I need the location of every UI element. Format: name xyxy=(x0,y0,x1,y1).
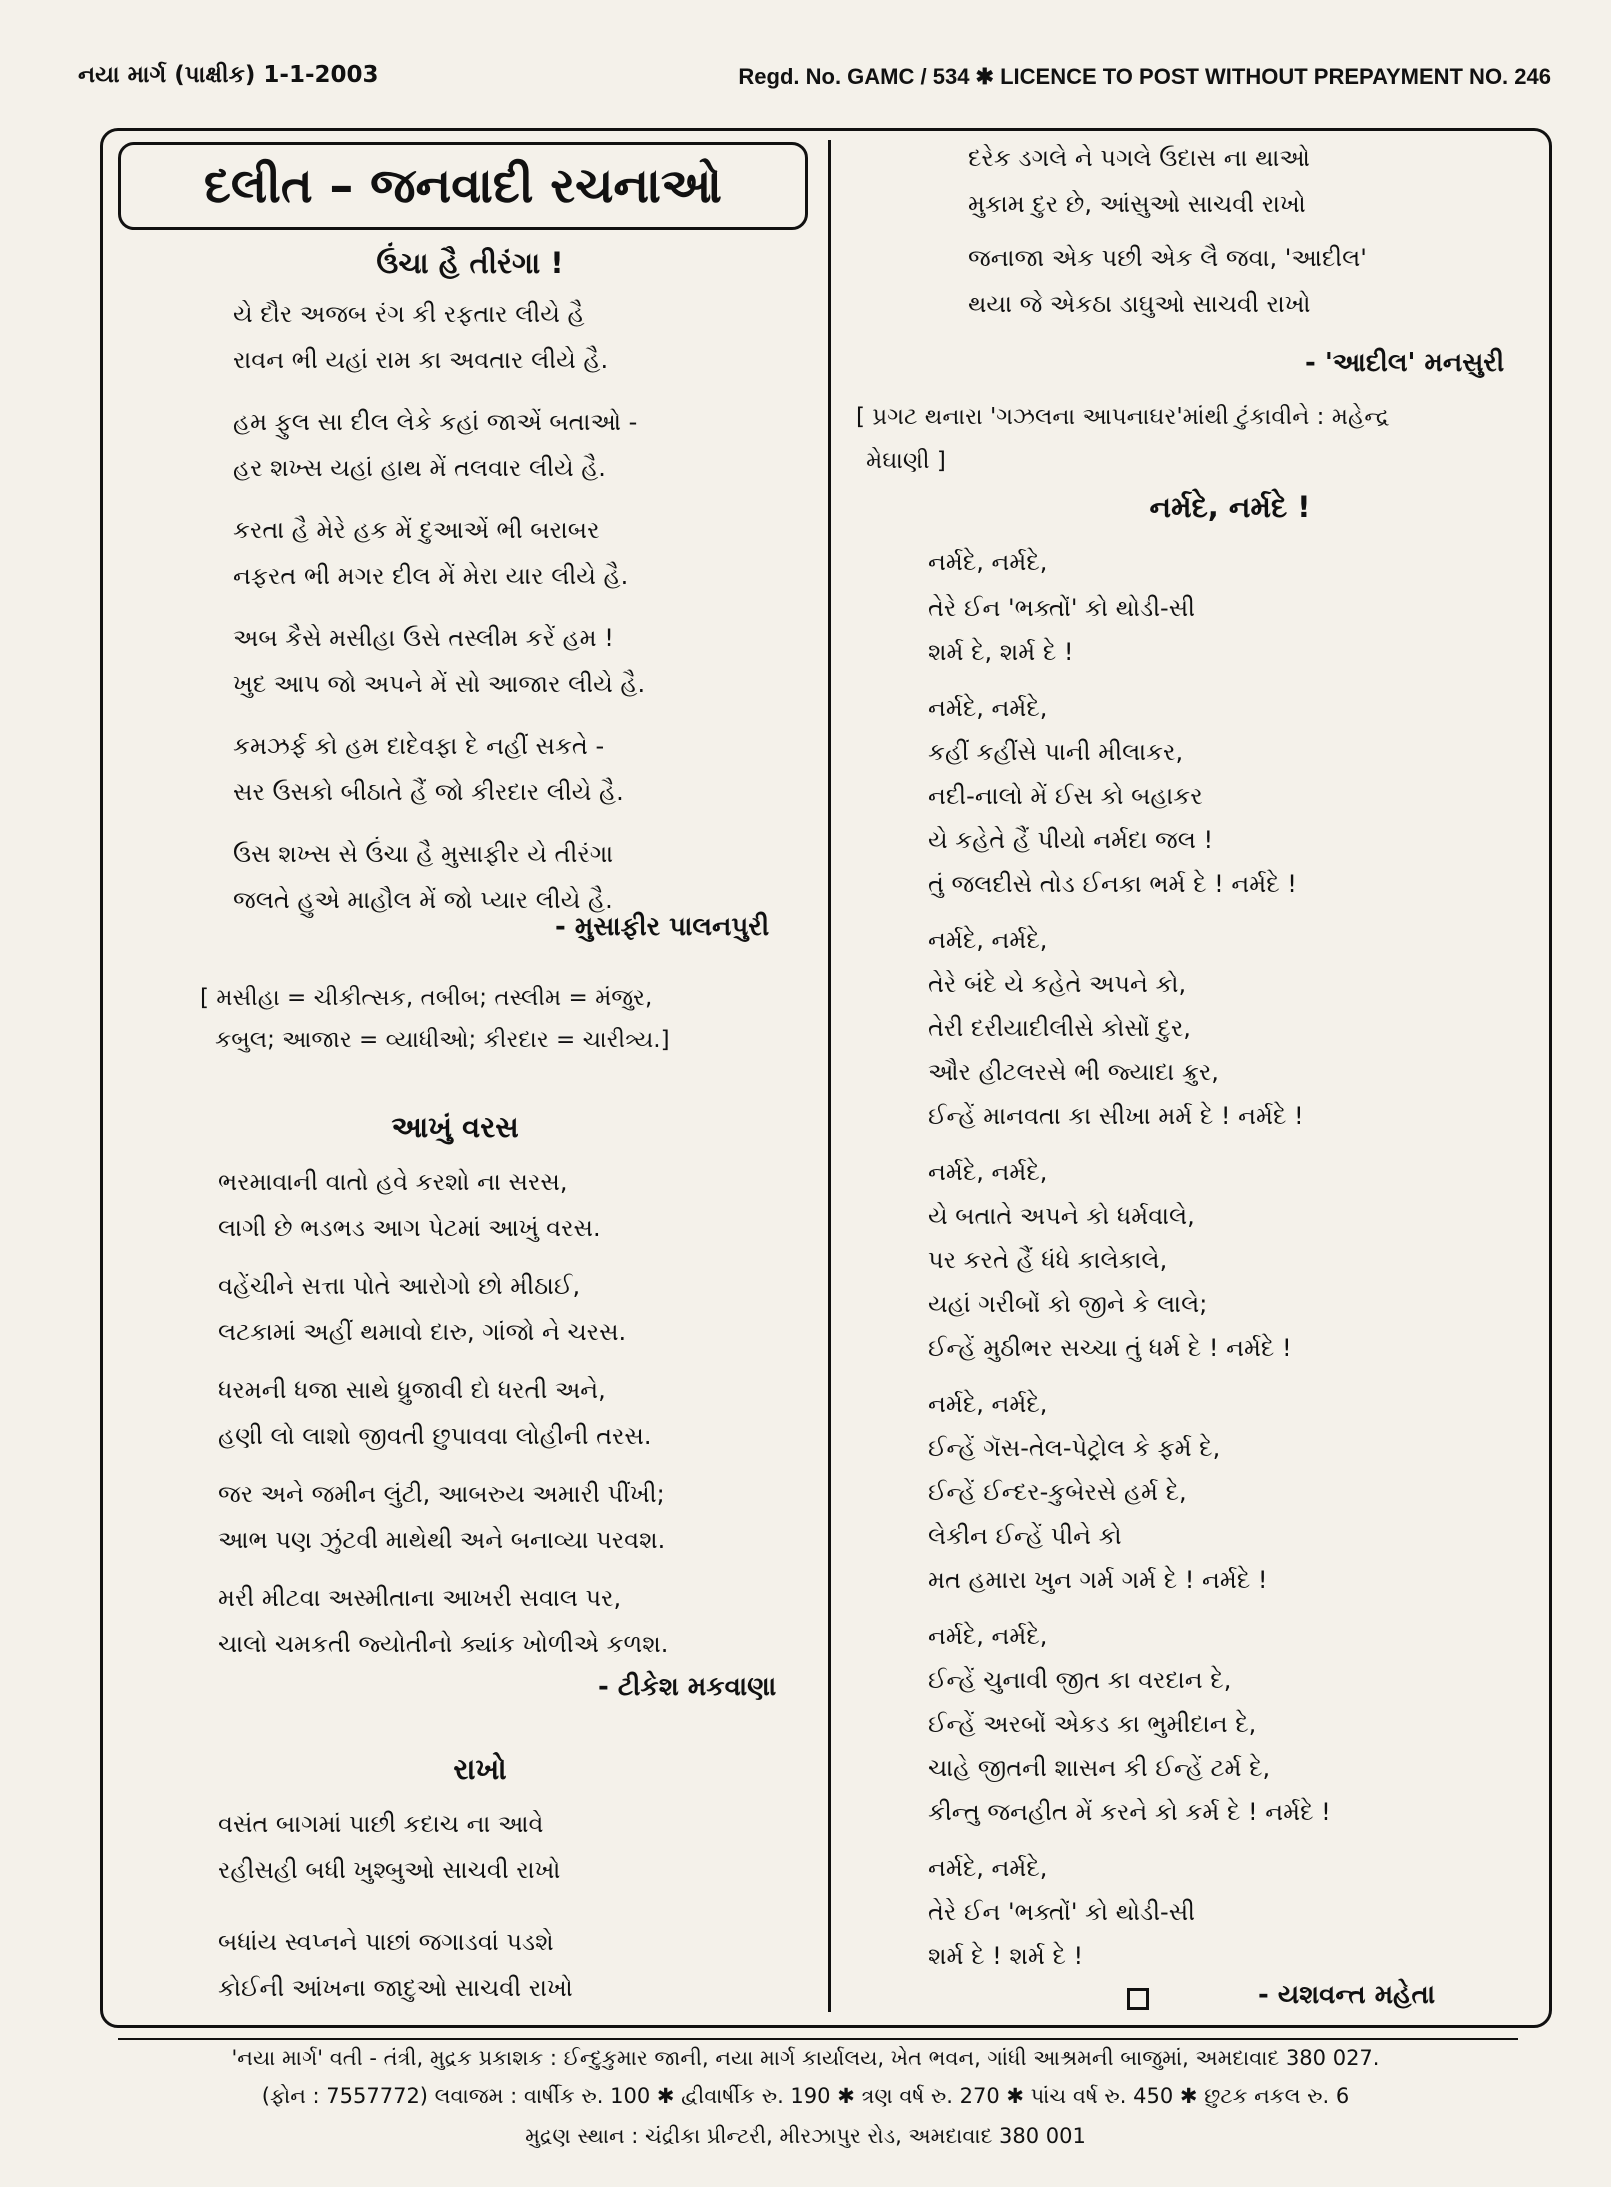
poem3-source-note: મેઘાણી ] xyxy=(866,448,946,474)
poem4-line: તેરી દરીયાદીલીસે કોસોં દુર, xyxy=(928,1014,1191,1042)
column-divider xyxy=(828,140,831,2012)
poem1-glossary: [ મસીહા = ચીકીત્સક, તબીબ; તસ્લીમ = મંજુર, xyxy=(200,985,653,1011)
poem2-author: - ટીકેશ મકવાણા xyxy=(598,1672,777,1702)
poem4-line: તેરે ઈન 'ભક્તોં' કો થોડી-સી xyxy=(928,594,1196,622)
poem4-line: મત હમારા ખુન ગર્મ ગર્મ દે ! નર્મદે ! xyxy=(928,1566,1268,1594)
poem2-line: જર અને જમીન લુંટી, આબરુય અમારી પીંખી; xyxy=(218,1480,665,1508)
poem4-line: કહીં કહીંસે પાની મીલાકર, xyxy=(928,738,1184,766)
poem3-title: રાખો xyxy=(453,1752,507,1786)
poem1-line: હર શખ્સ યહાં હાથ મેં તલવાર લીયે હૈ. xyxy=(233,454,606,482)
poem3-line: રહીસહી બધી ખુશ્બુઓ સાચવી રાખો xyxy=(218,1856,561,1884)
section-title: દલીત – જનવાદી રચનાઓ xyxy=(118,142,808,230)
poem4-line: તું જલદીસે તોડ ઈનકા ભર્મ દે ! નર્મદે ! xyxy=(928,870,1297,898)
poem2-line: હણી લો લાશો જીવતી છુપાવવા લોહીની તરસ. xyxy=(218,1422,652,1450)
poem4-line: નર્મદે, નર્મદે, xyxy=(928,926,1048,954)
footer-publisher: 'નયા માર્ગ' વતી - તંત્રી, મુદ્રક પ્રકાશક : ઈન્દુકુમાર જાની, નયા માર્ગ કાર્યાલય, ખેત ભવન, ગાંધી આશ્રમની બાજુમાં, અમદાવાદ 380 027. xyxy=(231,2046,1380,2070)
poem1-line: હમ ફુલ સા દીલ લેકે કહાં જાએં બતાઓ - xyxy=(233,408,638,436)
poem2-line: આભ પણ ઝુંટવી માથેથી અને બનાવ્યા પરવશ. xyxy=(218,1526,666,1554)
poem2-line: મરી મીટવા અસ્મીતાના આખરી સવાલ પર, xyxy=(218,1584,622,1612)
poem4-line: શર્મ દે ! શર્મ દે ! xyxy=(928,1942,1084,1970)
poem4-line: ઈન્હેં ઈન્દર-કુબેરસે હર્મ દે, xyxy=(928,1478,1187,1506)
poem1-line: ઉસ શખ્સ સે ઉંચા હૈ મુસાફીર યે તીરંગા xyxy=(233,840,614,868)
poem4-line: શર્મ દે, શર્મ દે ! xyxy=(928,638,1074,666)
poem4-line: નર્મદે, નર્મદે, xyxy=(928,1854,1048,1882)
issue-header: નયા માર્ગ (પાક્ષીક) 1-1-2003 xyxy=(78,62,379,88)
poem4-line: તેરે બંદે યે કહેતે અપને કો, xyxy=(928,970,1187,998)
poem4-line: નર્મદે, નર્મદે, xyxy=(928,1622,1048,1650)
poem4-author: - યશવન્ત મહેતા xyxy=(1258,1980,1436,2010)
poem1-line: કરતા હૈ મેરે હક મેં દુઆએં ભી બરાબર xyxy=(233,516,600,544)
poem4-line: ઈન્હેં ચુનાવી જીત કા વરદાન દે, xyxy=(928,1666,1232,1694)
poem2-line: ભરમાવાની વાતો હવે કરશો ના સરસ, xyxy=(218,1168,568,1196)
poem3-source-note: [ પ્રગટ થનારા 'ગઝલના આપનાઘર'માંથી ટુંકાવીને : મહેન્દ્ર xyxy=(856,404,1390,430)
poem4-line: નદી-નાલો મેં ઈસ કો બહાકર xyxy=(928,782,1203,810)
poem1-line: નફરત ભી મગર દીલ મેં મેરા યાર લીયે હૈ. xyxy=(233,562,629,590)
poem4-line: ઔર હીટલરસે ભી જ્યાદા ક્રુર, xyxy=(928,1058,1219,1086)
poem2-title: આખું વરસ xyxy=(391,1110,519,1144)
poem4-line: પર કરતે હૈં ધંધે કાલેકાલે, xyxy=(928,1246,1168,1274)
poem1-line: કમઝર્ફ કો હમ દાદેવફા દે નહીં સકતે - xyxy=(233,732,605,760)
poem4-line: ઈન્હેં મુઠીભર સચ્ચા તું ધર્મ દે ! નર્મદે ! xyxy=(928,1334,1292,1362)
poem4-line: ચાહે જીતની શાસન કી ઈન્હેં ટર્મ દે, xyxy=(928,1754,1271,1782)
poem4-line: નર્મદે, નર્મદે, xyxy=(928,694,1048,722)
poem2-line: ધરમની ધજા સાથે ધ્રુજાવી દો ધરતી અને, xyxy=(218,1376,606,1404)
poem1-glossary: કબુલ; આજાર = વ્યાધીઓ; કીરદાર = ચારીત્ર્ય.] xyxy=(215,1027,670,1053)
registration-header: Regd. No. GAMC / 534 ✱ LICENCE TO POST WITHOUT PREPAYMENT NO. 246 xyxy=(738,64,1551,89)
poem4-line: લેકીન ઈન્હેં પીને કો xyxy=(928,1522,1122,1550)
poem4-line: યે બતાતે અપને કો ધર્મવાલે, xyxy=(928,1202,1195,1230)
poem4-line: યે કહેતે હૈં પીયો નર્મદા જલ ! xyxy=(928,826,1214,854)
poem2-line: લાગી છે ભડભડ આગ પેટમાં આખું વરસ. xyxy=(218,1214,601,1242)
poem4-line: નર્મદે, નર્મદે, xyxy=(928,1158,1048,1186)
footer-subscription: (ફોન : 7557772) લવાજમ : વાર્ષીક રુ. 100 ✱ દ્વીવાર્ષીક રુ. 190 ✱ ત્રણ વર્ષ રુ. 270 ✱ પાંચ વર્ષ રુ. 450 ✱ છુટક નકલ રુ. 6 xyxy=(261,2084,1350,2108)
poem1-line: ખુદ આપ જો અપને મેં સો આજાર લીયે હૈ. xyxy=(233,670,646,698)
poem1-line: રાવન ભી યહાં રામ કા અવતાર લીયે હૈ. xyxy=(233,346,609,374)
poem4-line: ઈન્હેં ગૅસ-તેલ-પેટ્રોલ કે ફર્મ દે, xyxy=(928,1434,1221,1462)
poem2-line: વહેંચીને સત્તા પોતે આરોગો છો મીઠાઈ, xyxy=(218,1272,581,1300)
poem2-line: ચાલો ચમકતી જ્યોતીનો ક્યાંક ખોળીએ કળશ. xyxy=(218,1630,669,1658)
poem4-line: તેરે ઈન 'ભક્તોં' કો થોડી-સી xyxy=(928,1898,1196,1926)
poem1-title: ઉંચા હૈ તીરંગા ! xyxy=(376,246,564,280)
poem1-line: જલતે હુએ માહૌલ મેં જો પ્યાર લીયે હૈ. xyxy=(233,886,613,914)
poem4-line: યહાં ગરીબોં કો જીને કે લાલે; xyxy=(928,1290,1208,1318)
footer-rule xyxy=(118,2038,1518,2040)
poem3-line: બધાંય સ્વપ્નને પાછાં જગાડવાં પડશે xyxy=(218,1928,554,1956)
poem4-title: નર્મદે, નર્મદે ! xyxy=(1149,490,1311,524)
poem4-line: નર્મદે, નર્મદે, xyxy=(928,548,1048,576)
poem4-line: ઈન્હેં અરબોં એકડ કા ભુમીદાન દે, xyxy=(928,1710,1257,1738)
poem2-line: લટકામાં અહીં થમાવો દારુ, ગાંજો ને ચરસ. xyxy=(218,1318,627,1346)
poem3-line: દરેક ડગલે ને પગલે ઉદાસ ના થાઓ xyxy=(968,144,1310,172)
poem3-line: થયા જે એકઠા ડાઘુઓ સાચવી રાખો xyxy=(968,290,1311,318)
poem3-author: - 'આદીલ' મનસુરી xyxy=(1305,348,1505,378)
poem3-line: મુકામ દુર છે, આંસુઓ સાચવી રાખો xyxy=(968,190,1306,218)
poem4-line: નર્મદે, નર્મદે, xyxy=(928,1390,1048,1418)
poem4-line: ઈન્હેં માનવતા કા સીખા મર્મ દે ! નર્મદે ! xyxy=(928,1102,1304,1130)
poem1-author: - મુસાફીર પાલનપુરી xyxy=(555,912,770,942)
poem4-line: કીન્તુ જનહીત મેં કરને કો કર્મ દે ! નર્મદે ! xyxy=(928,1798,1331,1826)
poem3-line: જનાજા એક પછી એક લૈ જવા, 'આદીલ' xyxy=(968,244,1367,272)
poem1-line: અબ કૈસે મસીહા ઉસે તસ્લીમ કરેં હમ ! xyxy=(233,624,614,652)
end-mark xyxy=(1127,1988,1149,2010)
footer-printer: મુદ્રણ સ્થાન : ચંદ્રીકા પ્રીન્ટરી, મીરઝાપુર રોડ, અમદાવાદ 380 001 xyxy=(525,2124,1086,2148)
poem3-line: કોઈની આંખના જાદુઓ સાચવી રાખો xyxy=(218,1974,573,2002)
poem3-line: વસંત બાગમાં પાછી કદાચ ના આવે xyxy=(218,1810,544,1838)
poem1-line: યે દૌર અજબ રંગ કી રફતાર લીયે હૈ xyxy=(233,300,585,328)
poem1-line: સર ઉસકો બીઠાતે હૈં જો કીરદાર લીયે હૈ. xyxy=(233,778,624,806)
